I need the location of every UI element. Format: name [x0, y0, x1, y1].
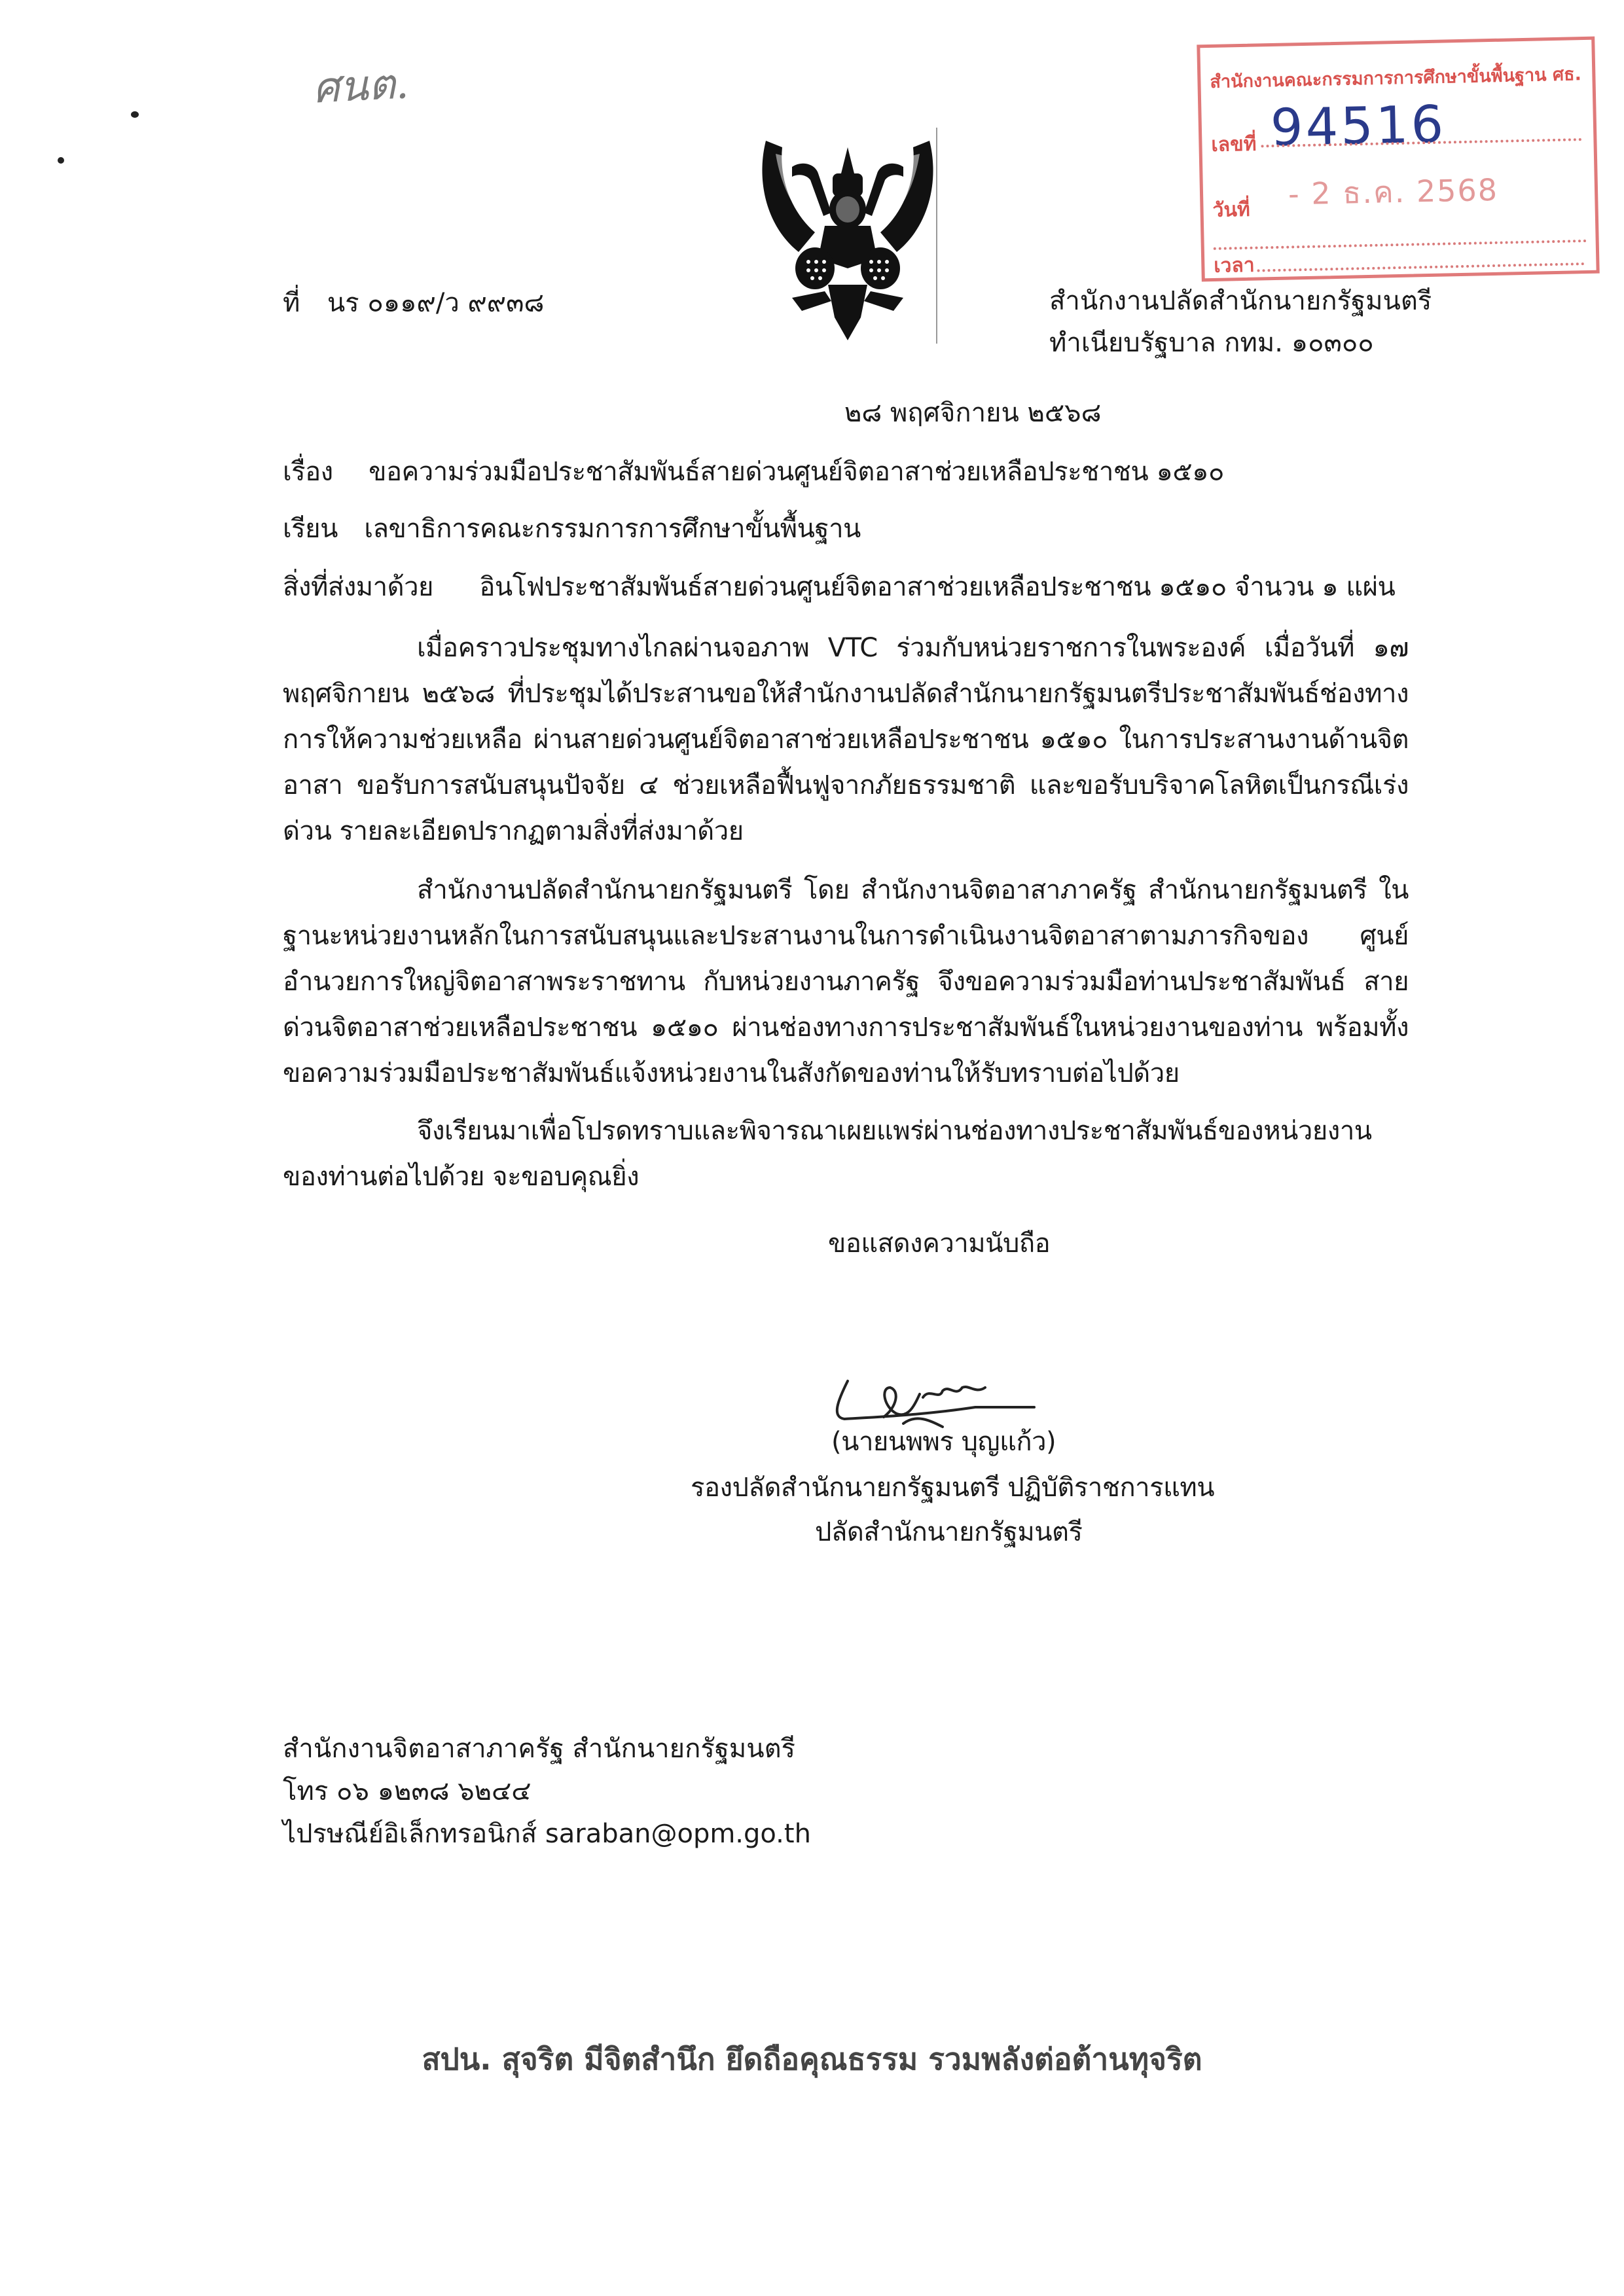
contact-phone: โทร ๐๖ ๑๒๓๘ ๖๒๔๔ [283, 1776, 532, 1806]
enclosure-label: สิ่งที่ส่งมาด้วย [283, 572, 433, 602]
letter-date: ๒๘ พฤศจิกายน ๒๕๖๘ [844, 398, 1102, 428]
body-paragraph-2: สำนักงานปลัดสำนักนายกรัฐมนตรี โดย สำนักงานจิตอาสาภาครัฐ สำนักนายกรัฐมนตรี ในฐานะหน่วยงานหลักในการสนับสนุนและประสานงานในการดำเนินงานจิตอาสาตามภารกิจของ ศูนย์อำนวยการใหญ่จิตอาสาพระราชทาน กับหน่วยงานภาครัฐ จึงขอความร่วมมือท่านประชาสัมพันธ์ สายด่วนจิตอาสาช่วยเหลือประชาชน ๑๕๑๐ ผ่านช่องทางการประชาสัมพันธ์ในหน่วยงานของท่าน พร้อมทั้งขอความร่วมมือประชาสัมพันธ์แจ้งหน่วยงานในสังกัดของท่านให้รับทราบต่อไปด้วย [283, 875, 1409, 1088]
signatory-position-line1: รองปลัดสำนักนายกรัฐมนตรี ปฏิบัติราชการแทน [691, 1473, 1215, 1503]
emblem-rule [936, 128, 937, 344]
garuda-emblem-icon [753, 128, 943, 344]
contact-email[interactable]: saraban@opm.go.th [545, 1819, 811, 1849]
reference-number: นร ๐๑๑๙/ว ๙๙๓๘ [327, 288, 545, 318]
stamp-time-label: เวลา [1213, 253, 1255, 278]
enclosure-line [283, 564, 1395, 610]
receipt-stamp [1197, 37, 1599, 282]
addressee-line [283, 506, 861, 552]
signatory-position-line2: ปลัดสำนักนายกรัฐมนตรี [815, 1517, 1083, 1547]
body-paragraph-3: จึงเรียนมาเพื่อโปรดทราบและพิจารณาเผยแพร่ผ่านช่องทางประชาสัมพันธ์ของหน่วยงาน ของท่านต่อไปด้วย จะขอบคุณยิ่ง [283, 1116, 1372, 1192]
subject-label: เรื่อง [283, 457, 333, 487]
body-paragraph-1: เมื่อคราวประชุมทางไกลผ่านจอภาพ VTC ร่วมกับหน่วยราชการในพระองค์ เมื่อวันที่ ๑๗ พฤศจิกายน ๒๕๖๘ ที่ประชุมได้ประสานขอให้สำนักงานปลัดสำนักนายกรัฐมนตรีประชาสัมพันธ์ช่องทาง การให้ความช่วยเหลือ ผ่านสายด่วนศูนย์จิตอาสาช่วยเหลือประชาชน ๑๕๑๐ ในการประสานงานด้านจิตอาสา ขอรับการสนับสนุนปัจจัย ๔ ช่วยเหลือฟื้นฟูจากภัยธรรมชาติ และขอรับบริจาคโลหิตเป็นกรณีเร่งด่วน รายละเอียดปรากฏตามสิ่งที่ส่งมาด้วย [283, 633, 1409, 846]
stamp-time-line [1257, 262, 1584, 272]
footer-motto: สปน. สุจริต มีจิตสำนึก ยึดถือคุณธรรม รวมพลังต่อต้านทุจริต [422, 2041, 1202, 2077]
sender-office: สำนักงานปลัดสำนักนายกรัฐมนตรี [1049, 286, 1432, 316]
subject-line [283, 449, 1224, 495]
contact-block [283, 1728, 811, 1856]
stamp-organization: สำนักงานคณะกรรมการการศึกษาขั้นพื้นฐาน ศธ. [1210, 64, 1582, 92]
enclosure-value: อินโฟประชาสัมพันธ์สายด่วนศูนย์จิตอาสาช่วยเหลือประชาชน ๑๕๑๐ จำนวน ๑ แผ่น [479, 572, 1396, 602]
contact-email-label: ไปรษณีย์อิเล็กทรอนิกส์ [283, 1819, 537, 1849]
scan-speck [131, 111, 139, 118]
addressee-value: เลขาธิการคณะกรรมการการศึกษาขั้นพื้นฐาน [364, 514, 861, 544]
contact-email-line [283, 1813, 811, 1856]
signatory-name: (นายนพพร บุญแก้ว) [831, 1427, 1056, 1457]
sender-block [1049, 280, 1432, 364]
subject-value: ขอความร่วมมือประชาสัมพันธ์สายด่วนศูนย์จิตอาสาช่วยเหลือประชาชน ๑๕๑๐ [369, 457, 1224, 487]
stamp-number-value: 94516 [1270, 95, 1447, 158]
closing-salutation: ขอแสดงความนับถือ [828, 1229, 1051, 1259]
stamp-date-line [1214, 240, 1587, 250]
reference-line [283, 281, 544, 323]
stamp-date-value: - 2 ธ.ค. 2568 [1288, 171, 1499, 212]
reference-label: ที่ [283, 288, 300, 318]
stamp-date-label: วันที่ [1212, 198, 1251, 222]
addressee-label: เรียน [283, 514, 338, 544]
contact-office: สำนักงานจิตอาสาภาครัฐ สำนักนายกรัฐมนตรี [283, 1734, 796, 1764]
sender-address: ทำเนียบรัฐบาล กทม. ๑๐๓๐๐ [1049, 328, 1374, 358]
scan-speck [58, 157, 64, 164]
handwritten-note: ศนต. [312, 60, 410, 113]
stamp-number-label: เลขที่ [1211, 132, 1257, 156]
